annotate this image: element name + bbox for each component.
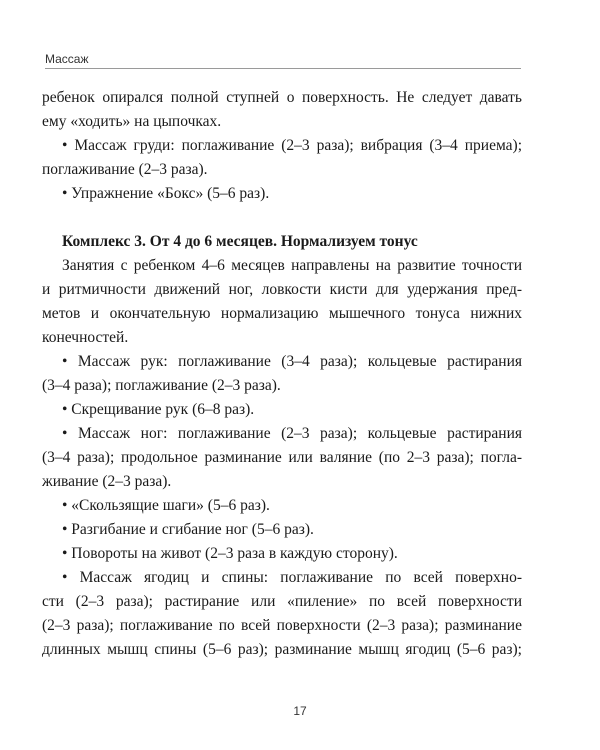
body-line: живание (2–3 раза). bbox=[42, 473, 172, 490]
body-line: (2–3 раза); поглаживание по всей поверхности (2–3 раза); разминание bbox=[42, 617, 522, 634]
body-line: (3–4 раза); продольное разминание или валяние (по 2–3 раза); погла- bbox=[42, 449, 522, 466]
bullet-item: • «Скользящие шаги» (5–6 раз). bbox=[62, 497, 270, 514]
body-line: и ритмичности движений ног, ловкости кисти для удержания пред- bbox=[42, 281, 522, 298]
bullet-item: • Упражнение «Бокс» (5–6 раз). bbox=[62, 185, 270, 202]
bullet-item: • Разгибание и сгибание ног (5–6 раз). bbox=[62, 521, 314, 538]
body-line: ребенок опирался полной ступней о поверхность. Не следует давать bbox=[42, 89, 522, 106]
body-line: метов и окончательную нормализацию мышечного тонуса нижних bbox=[42, 305, 522, 322]
body-line: конечностей. bbox=[42, 329, 129, 346]
body-line: Занятия с ребенком 4–6 месяцев направлены на развитие точности bbox=[62, 257, 522, 274]
running-head: Массаж bbox=[45, 52, 89, 66]
bullet-item: • Массаж рук: поглаживание (3–4 раза); кольцевые растирания bbox=[62, 353, 522, 370]
body-line: поглаживание (2–3 раза). bbox=[42, 161, 208, 178]
bullet-item: • Скрещивание рук (6–8 раз). bbox=[62, 401, 255, 418]
bullet-item: • Массаж груди: поглаживание (2–3 раза); вибрация (3–4 приема); bbox=[62, 137, 522, 154]
bullet-item: • Массаж ягодиц и спины: поглаживание по всей поверхно- bbox=[62, 569, 522, 586]
body-line: (3–4 раза); поглаживание (2–3 раза). bbox=[42, 377, 281, 394]
bullet-item: • Повороты на живот (2–3 раза в каждую сторону). bbox=[62, 545, 398, 562]
header-rule bbox=[45, 68, 521, 69]
body-line: сти (2–3 раза); растирание или «пиление» по всей поверхности bbox=[42, 593, 522, 610]
body-line: длинных мышц спины (5–6 раз); разминание мышц ягодиц (5–6 раз); bbox=[42, 641, 522, 658]
body-line: ему «ходить» на цыпочках. bbox=[42, 113, 222, 130]
page-number: 17 bbox=[293, 704, 307, 718]
bullet-item: • Массаж ног: поглаживание (2–3 раза); кольцевые растирания bbox=[62, 425, 522, 442]
section-heading: Комплекс 3. От 4 до 6 месяцев. Нормализуем тонус bbox=[62, 233, 418, 250]
